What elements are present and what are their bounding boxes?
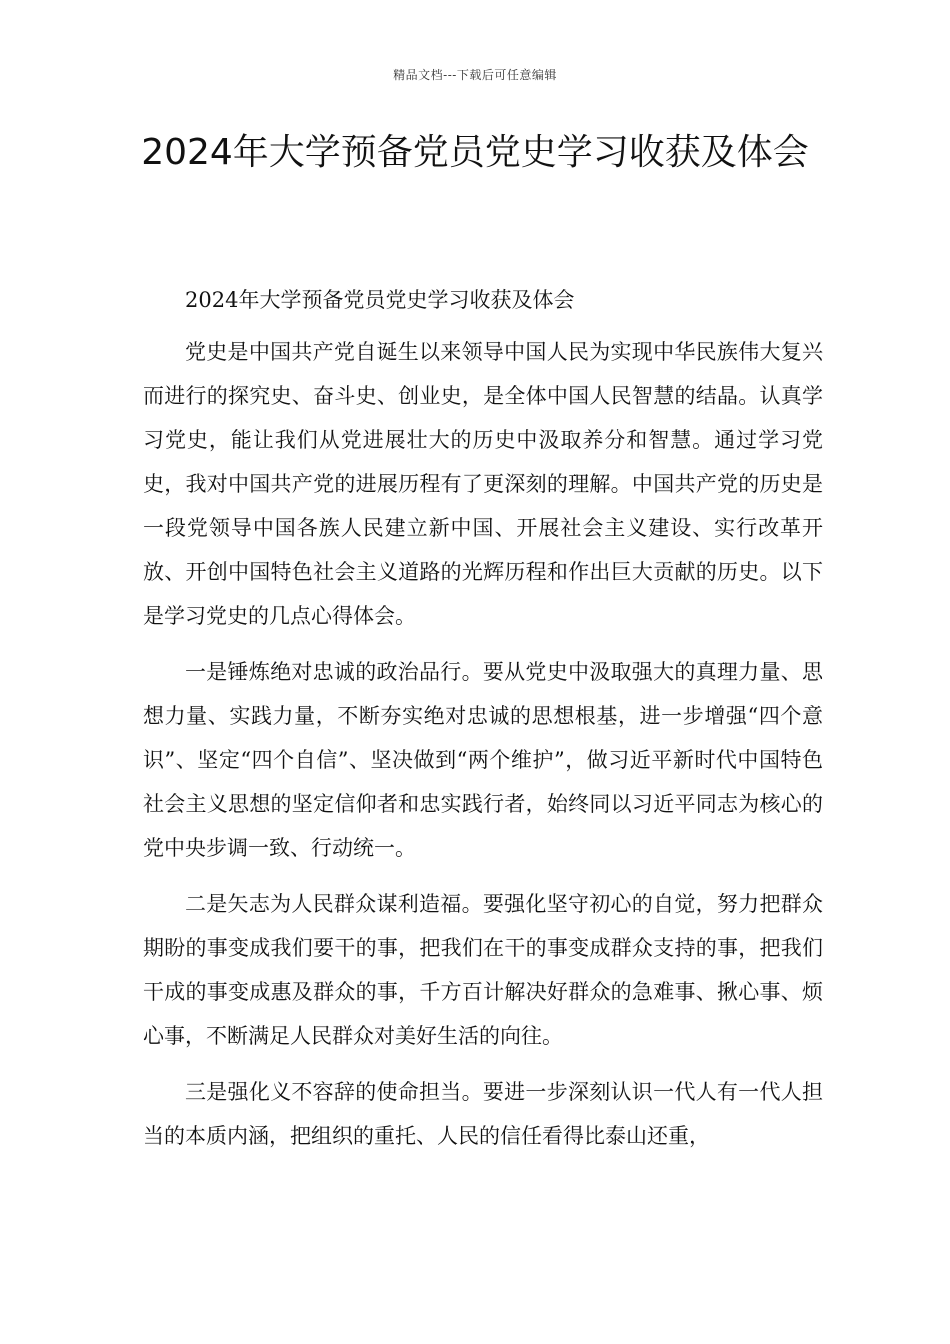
- document-body: [143, 278, 823, 1170]
- paragraph-point-three: 三是强化义不容辞的使命担当。要进一步深刻认识一代人有一代人担当的本质内涵，把组织的重托、人民的信任看得比泰山还重，: [143, 1080, 823, 1148]
- paragraph-intro: 党史是中国共产党自诞生以来领导中国人民为实现中华民族伟大复兴而进行的探究史、奋斗史、创业史，是全体中国人民智慧的结晶。认真学习党史，能让我们从党进展壮大的历史中汲取养分和智慧。通过学习党史，我对中国共产党的进展历程有了更深刻的理解。中国共产党的历史是一段党领导中国各族人民建立新中国、开展社会主义建设、实行改革开放、开创中国特色社会主义道路的光辉历程和作出巨大贡献的历史。以下是学习党史的几点心得体会。: [143, 340, 823, 628]
- paragraph-point-two: 二是矢志为人民群众谋利造福。要强化坚守初心的自觉，努力把群众期盼的事变成我们要干的事，把我们在干的事变成群众支持的事，把我们干成的事变成惠及群众的事，千方百计解决好群众的急难事、揪心事、烦心事，不断满足人民群众对美好生活的向往。: [143, 892, 823, 1048]
- paragraph-point-one: 一是锤炼绝对忠诚的政治品行。要从党史中汲取强大的真理力量、思想力量、实践力量，不断夯实绝对忠诚的思想根基，进一步增强“四个意识”、坚定“四个自信”、坚决做到“两个维护”，做习近平新时代中国特色社会主义思想的坚定信仰者和忠实践行者，始终同以习近平同志为核心的党中央步调一致、行动统一。: [143, 660, 823, 860]
- paragraph-subtitle: 2024年大学预备党员党史学习收获及体会: [185, 288, 575, 312]
- document-title: 2024年大学预备党员党史学习收获及体会: [141, 132, 809, 173]
- header-note: 精品文档---下载后可任意编辑: [393, 68, 557, 82]
